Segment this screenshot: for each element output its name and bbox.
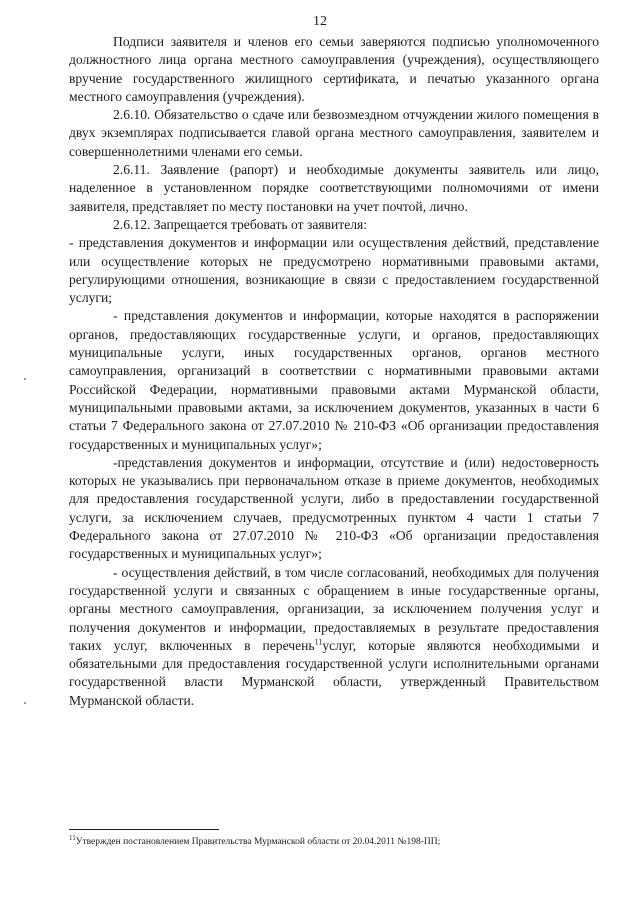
list-item-prohibition-2: - представления документов и информации, которые находятся в распоряжении органов, предоставляющих государственные услуги, и органов, предоставляющих муниципальные услуги, иных государственных органов, органов местного самоуправления, организаций в соответствии с нормативными правовыми актами Российской Федерации, нормативными правовыми актами Мурманской области, муниципальными правовыми актами, за исключением документов, указанных в части 6 статьи 7 Федерального закона от 27.07.2010 № 210-ФЗ «Об организации предоставления государственных и муниципальных услуг»; (69, 308, 599, 452)
document-body (69, 33, 599, 710)
page-number: 12 (313, 14, 327, 29)
footnote-divider (69, 829, 219, 830)
paragraph-2-6-10: 2.6.10. Обязательство о сдаче или безвозмездном отчуждении жилого помещения в двух экземплярах подписывается главой органа местного самоуправления, заявителем и совершеннолетними членами его семьи. (69, 107, 599, 159)
paragraph-2-6-11: 2.6.11. Заявление (рапорт) и необходимые документы заявитель или лицо, наделенное в установленном порядке соответствующими полномочиями от имени заявителя, представляет по месту постановки на учет почтой, лично. (69, 162, 599, 214)
footnote (69, 833, 609, 848)
list-item-text-start: - осуществления действий, в том числе согласований, необходимых для получения государственной услуги и связанных с обращением в иные государственные органы, органы местного самоуправления, организации, за исключением получения услуг и получения документов и информации, предоставляемых в результате предоставления таких услуг, включенных в перечень (69, 564, 599, 653)
list-item-prohibition-4 (69, 564, 599, 710)
list-item-prohibition-1: - представления документов и информации или осуществления действий, представление или осуществление которых не предусмотрено нормативными правовыми актами, регулирующими отношения, возникающие в связи с предоставлением государственной услуги; (69, 235, 599, 306)
scan-dot (24, 702, 26, 704)
paragraph-2-6-12: 2.6.12. Запрещается требовать от заявителя: (113, 216, 368, 232)
footnote-mark: 11 (69, 833, 76, 842)
scan-dot (24, 378, 26, 380)
list-item-text-end: услуг, которые являются необходимыми и обязательными для предоставления государственной услуги исполнительными органами государственной власти Мурманской области, утвержденный Правительством Мурманской области. (69, 637, 599, 708)
footnote-text: Утвержден постановлением Правительства Мурманской области от 20.04.2011 №198-ПП; (75, 837, 441, 847)
list-item-prohibition-3: -представления документов и информации, отсутствие и (или) недостоверность которых не указывались при первоначальном отказе в приеме документов, необходимых для предоставления государственной услуги, либо в предоставлении государственной услуги, за исключением случаев, предусмотренных пунктом 4 части 1 статьи 7 Федерального закона от 27.07.2010 № 210-ФЗ «Об организации предоставления государственных и муниципальных услуг»; (69, 454, 599, 562)
footnote-reference[interactable]: 11 (314, 637, 323, 647)
paragraph-signatures: Подписи заявителя и членов его семьи заверяются подписью уполномоченного должностного лица органа местного самоуправления (учреждения), осуществляющего вручение государственного жилищного сертификата, и печатью указанного органа местного самоуправления (учреждения). (69, 34, 599, 104)
